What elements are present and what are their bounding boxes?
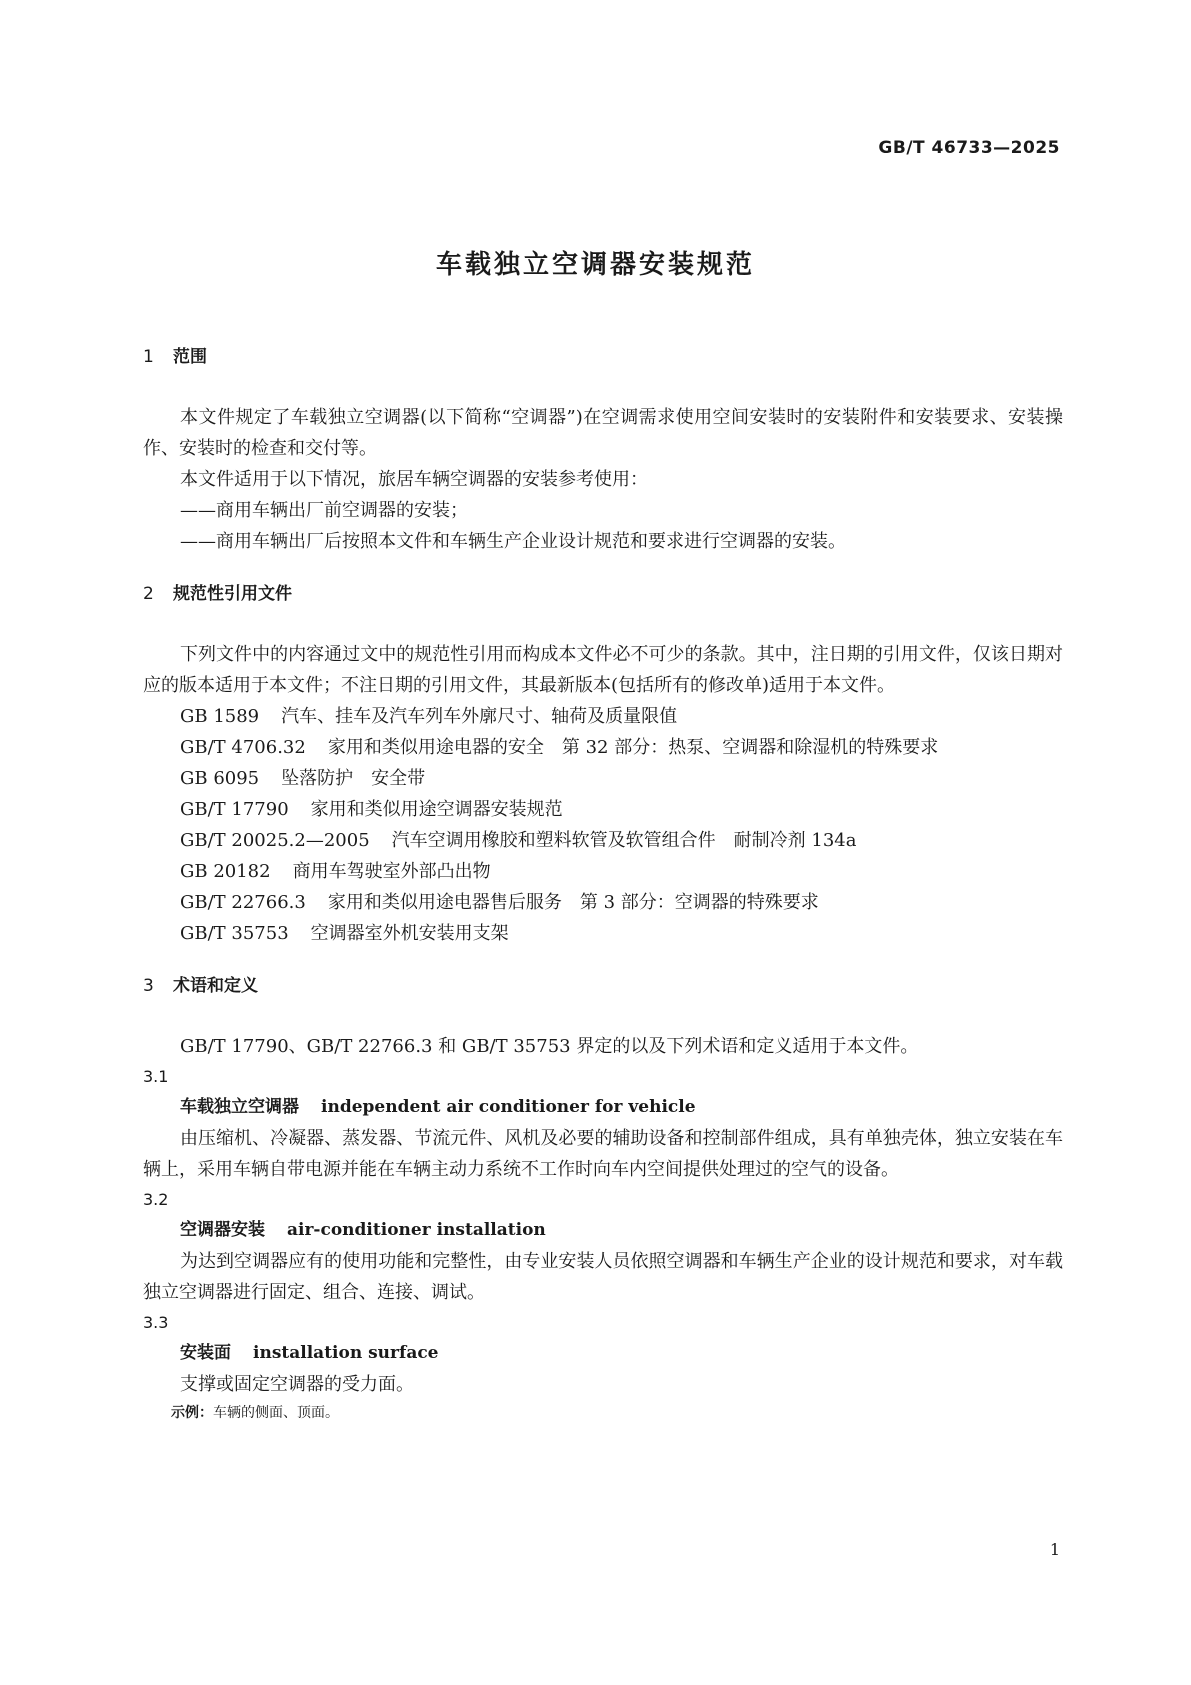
reference-code: GB 20182 (180, 861, 271, 882)
reference-title: 家用和类似用途空调器安装规范 (310, 799, 563, 820)
example-label: 示例： (171, 1405, 213, 1421)
section-number: 2 (143, 584, 154, 604)
reference-code: GB/T 22766.3 (180, 892, 306, 913)
reference-code: GB/T 17790 (180, 799, 289, 820)
example-text: 车辆的侧面、顶面。 (213, 1405, 339, 1421)
reference-title: 汽车、挂车及汽车列车外廓尺寸、轴荷及质量限值 (281, 706, 678, 727)
term-definition: 为达到空调器应有的使用功能和完整性，由专业安装人员依照空调器和车辆生产企业的设计规范和要求，对车载独立空调器进行固定、组合、连接、调试。 (143, 1251, 1063, 1303)
section-title: 规范性引用文件 (173, 584, 292, 604)
term-title-en: air-conditioner installation (287, 1220, 546, 1240)
standard-number: GB/T 46733—2025 (878, 138, 1060, 158)
section-heading-terms (143, 971, 1063, 1001)
section-title: 范围 (173, 347, 207, 367)
term-title-en: independent air conditioner for vehicle (321, 1097, 696, 1117)
reference-item (180, 825, 1063, 856)
term-number: 3.3 (143, 1313, 169, 1332)
section-heading-normative-references (143, 579, 1063, 609)
scope-applicability-paragraph: 本文件适用于以下情况，旅居车辆空调器的安装参考使用： (180, 469, 648, 490)
reference-code: GB/T 35753 (180, 923, 289, 944)
reference-title: 家用和类似用途电器售后服务 第 3 部分：空调器的特殊要求 (327, 892, 819, 913)
document-title: 车载独立空调器安装规范 (435, 250, 755, 280)
term-title-zh: 车载独立空调器 (180, 1097, 299, 1117)
reference-list (143, 701, 1063, 949)
term-number: 3.1 (143, 1067, 169, 1086)
section-heading-scope (143, 342, 1063, 372)
reference-code: GB/T 4706.32 (180, 737, 306, 758)
reference-title: 坠落防护 安全带 (281, 768, 426, 789)
reference-item (180, 763, 1063, 794)
document-body (143, 342, 1063, 1426)
term-example (143, 1400, 1063, 1426)
term-definition: 支撑或固定空调器的受力面。 (180, 1374, 414, 1395)
reference-title: 汽车空调用橡胶和塑料软管及软管组合件 耐制冷剂 134a (391, 830, 857, 851)
term-number: 3.2 (143, 1190, 169, 1209)
reference-code: GB 6095 (180, 768, 260, 789)
term-definition: 由压缩机、冷凝器、蒸发器、节流元件、风机及必要的辅助设备和控制部件组成，具有单独壳体，独立安装在车辆上，采用车辆自带电源并能在车辆主动力系统不工作时向车内空间提供处理过的空气的设备。 (143, 1128, 1063, 1180)
reference-item (180, 918, 1063, 949)
scope-paragraph: 本文件规定了车载独立空调器(以下简称“空调器”)在空调需求使用空间安装时的安装附件和安装要求、安装操作、安装时的检查和交付等。 (143, 407, 1063, 459)
term-title (143, 1338, 1063, 1369)
reference-item (180, 732, 1063, 763)
reference-title: 家用和类似用途电器的安全 第 32 部分：热泵、空调器和除湿机的特殊要求 (327, 737, 939, 758)
list-item: ——商用车辆出厂后按照本文件和车辆生产企业设计规范和要求进行空调器的安装。 (180, 531, 846, 552)
reference-item (180, 856, 1063, 887)
term-title-zh: 空调器安装 (180, 1220, 265, 1240)
list-item: ——商用车辆出厂前空调器的安装； (180, 500, 468, 521)
term-title (143, 1092, 1063, 1123)
terms-intro-paragraph: GB/T 17790、GB/T 22766.3 和 GB/T 35753 界定的以及下列术语和定义适用于本文件。 (180, 1036, 919, 1057)
reference-title: 空调器室外机安装用支架 (310, 923, 509, 944)
reference-item (180, 794, 1063, 825)
reference-title: 商用车驾驶室外部凸出物 (292, 861, 491, 882)
term-title-zh: 安装面 (180, 1343, 231, 1363)
term-title (143, 1215, 1063, 1246)
page-number: 1 (1049, 1540, 1060, 1559)
reference-code: GB 1589 (180, 706, 260, 727)
section-title: 术语和定义 (173, 976, 258, 996)
reference-item (180, 701, 1063, 732)
reference-item (180, 887, 1063, 918)
term-title-en: installation surface (253, 1343, 439, 1363)
references-paragraph: 下列文件中的内容通过文中的规范性引用而构成本文件必不可少的条款。其中，注日期的引用文件，仅该日期对应的版本适用于本文件；不注日期的引用文件，其最新版本(包括所有的修改单)适用于本文件。 (143, 644, 1063, 696)
reference-code: GB/T 20025.2—2005 (180, 830, 370, 851)
section-number: 1 (143, 347, 154, 367)
section-number: 3 (143, 976, 154, 996)
